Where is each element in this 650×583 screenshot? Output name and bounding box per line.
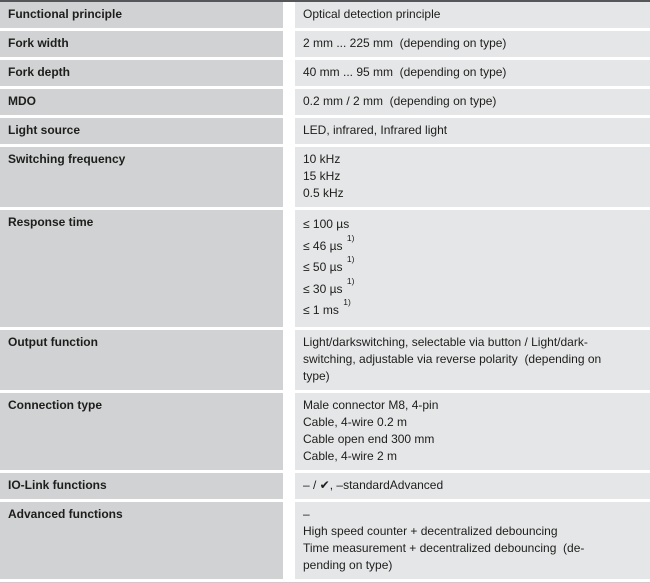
- spec-row: [0, 210, 650, 327]
- spec-value-line: [303, 477, 642, 494]
- spec-value-line: [303, 397, 642, 414]
- spec-value-text: Cable, 4-wire 2 m: [303, 448, 398, 463]
- spec-label: Response time: [0, 210, 283, 327]
- footnote-ref: 1): [346, 232, 355, 243]
- spec-value-line: [303, 122, 642, 139]
- spec-value-line: [303, 275, 642, 301]
- spec-value-text: High speed counter + decentralized debouncing: [303, 523, 558, 538]
- spec-value-line: [303, 368, 642, 385]
- spec-value: [295, 473, 650, 499]
- spec-row: [0, 118, 650, 144]
- spec-value-text: Light/darkswitching, selectable via button / Light/dark-: [303, 334, 588, 349]
- spec-value-text: – / ✔, –standardAdvanced: [303, 477, 444, 492]
- spec-value: [295, 118, 650, 144]
- spec-row: [0, 393, 650, 470]
- spec-value: [295, 31, 650, 57]
- spec-value-text: 10 kHz: [303, 152, 341, 166]
- spec-value-text: 2 mm ... 225 mm (depending on type): [303, 36, 507, 50]
- spec-value-line: [303, 64, 642, 81]
- spec-value: [295, 210, 650, 327]
- spec-value-line: [303, 35, 642, 52]
- spec-value: [295, 393, 650, 470]
- spec-row: [0, 2, 650, 28]
- spec-label: Output function: [0, 330, 283, 390]
- spec-value-text: switching, adjustable via reverse polarity (depending on: [303, 351, 602, 366]
- spec-value: [295, 89, 650, 115]
- spec-value-text: type): [303, 368, 330, 383]
- footnote-ref: 1): [346, 254, 355, 264]
- spec-value-line: [303, 185, 642, 202]
- spec-value: [295, 60, 650, 86]
- spec-value-line: [303, 540, 642, 557]
- spec-label: Connection type: [0, 393, 283, 470]
- spec-value-text: pending on type): [303, 557, 393, 572]
- spec-row: [0, 473, 650, 499]
- spec-row: [0, 89, 650, 115]
- spec-value-text: ≤ 46 µs: [303, 238, 346, 253]
- footnote-ref: 1): [346, 275, 355, 286]
- spec-label: Fork depth: [0, 60, 283, 86]
- spec-value-line: [303, 523, 642, 540]
- spec-value-line: [303, 168, 642, 185]
- spec-value-text: 40 mm ... 95 mm (depending on type): [303, 65, 507, 79]
- spec-value-line: [303, 557, 642, 574]
- spec-value-text: ≤ 1 ms: [303, 303, 343, 317]
- spec-value-line: [303, 431, 642, 448]
- spec-value-text: 0.2 mm / 2 mm (depending on type): [303, 94, 497, 108]
- spec-value-text: 15 kHz: [303, 169, 341, 183]
- spec-value-line: [303, 6, 642, 23]
- spec-value-text: ≤ 30 µs: [303, 281, 346, 296]
- spec-value: [295, 2, 650, 28]
- spec-value-line: [303, 351, 642, 368]
- spec-value-text: ≤ 50 µs: [303, 260, 346, 274]
- spec-value: [295, 330, 650, 390]
- spec-value-text: Cable open end 300 mm: [303, 431, 435, 446]
- spec-value-line: [303, 334, 642, 351]
- spec-label: Fork width: [0, 31, 283, 57]
- spec-value-text: LED, infrared, Infrared light: [303, 123, 448, 137]
- spec-row: [0, 330, 650, 390]
- spec-label: Functional principle: [0, 2, 283, 28]
- spec-value-text: Cable, 4-wire 0.2 m: [303, 414, 408, 429]
- spec-value-text: –: [303, 506, 310, 521]
- spec-row: [0, 147, 650, 207]
- spec-label: Switching frequency: [0, 147, 283, 207]
- spec-value-line: [303, 151, 642, 168]
- spec-label: Advanced functions: [0, 502, 283, 579]
- spec-value-text: Male connector M8, 4-pin: [303, 397, 439, 412]
- spec-row: [0, 502, 650, 579]
- spec-value-text: 0.5 kHz: [303, 186, 344, 200]
- spec-value-text: Optical detection principle: [303, 7, 441, 21]
- spec-value-line: [303, 93, 642, 110]
- spec-value-line: [303, 414, 642, 431]
- spec-value-text: Time measurement + decentralized debouncing (de-: [303, 540, 585, 555]
- spec-value-text: ≤ 100 µs: [303, 217, 350, 231]
- spec-row: [0, 31, 650, 57]
- spec-label: Light source: [0, 118, 283, 144]
- spec-row: [0, 60, 650, 86]
- spec-label: MDO: [0, 89, 283, 115]
- spec-value: [295, 147, 650, 207]
- spec-value-line: [303, 506, 642, 523]
- footnote-ref: 1): [343, 297, 351, 307]
- spec-value-line: [303, 297, 642, 322]
- spec-value: [295, 502, 650, 579]
- spec-label: IO-Link functions: [0, 473, 283, 499]
- spec-value-line: [303, 448, 642, 465]
